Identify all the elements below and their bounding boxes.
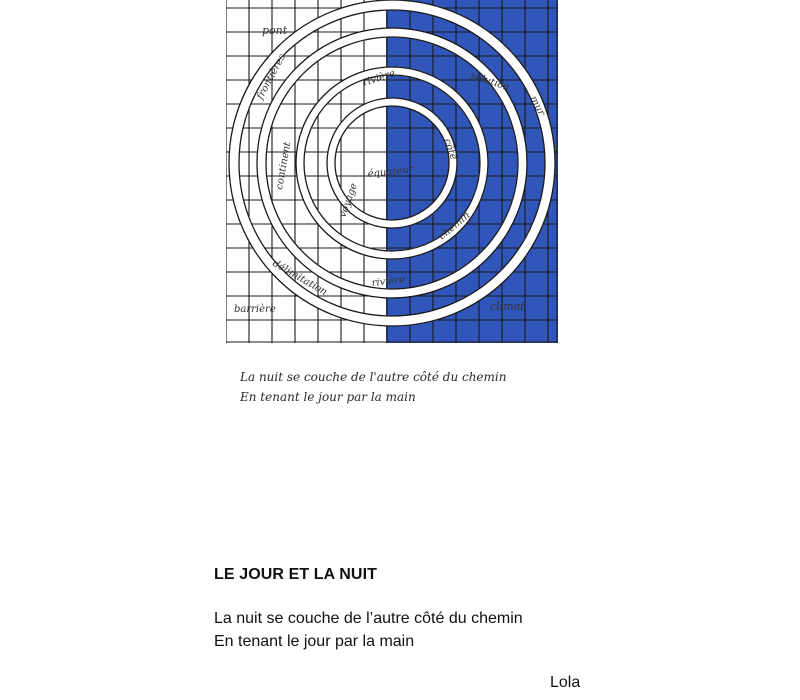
label-mur: mur bbox=[527, 94, 547, 118]
drawing-caption-line-1: La nuit se couche de l'autre côté du chemin bbox=[240, 370, 507, 384]
label-riviere: rivière bbox=[361, 68, 397, 89]
label-continent: continent bbox=[274, 141, 294, 191]
poem-title: LE JOUR ET LA NUIT bbox=[214, 566, 377, 583]
label-delimitation: délimitation bbox=[270, 258, 329, 299]
poem-author: Lola bbox=[550, 674, 581, 691]
poem-line-1: La nuit se couche de l’autre côté du chemin bbox=[214, 610, 523, 627]
label-voyage: voyage bbox=[337, 181, 360, 220]
label-cote: côté bbox=[441, 137, 459, 162]
label-chemin: chemin bbox=[436, 210, 473, 243]
label-frontieres: frontières bbox=[254, 52, 289, 102]
poem-line-2: En tenant le jour par la main bbox=[214, 633, 415, 650]
label-equateur: équateur bbox=[367, 164, 414, 180]
label-riviere-2: rivière bbox=[371, 274, 406, 289]
label-climat: climat bbox=[490, 300, 525, 313]
drawing-caption-line-2: En tenant le jour par la main bbox=[240, 390, 416, 404]
label-barriere: barrière bbox=[234, 304, 276, 315]
label-pont: pont bbox=[262, 24, 288, 37]
label-solution: solution bbox=[469, 70, 511, 94]
